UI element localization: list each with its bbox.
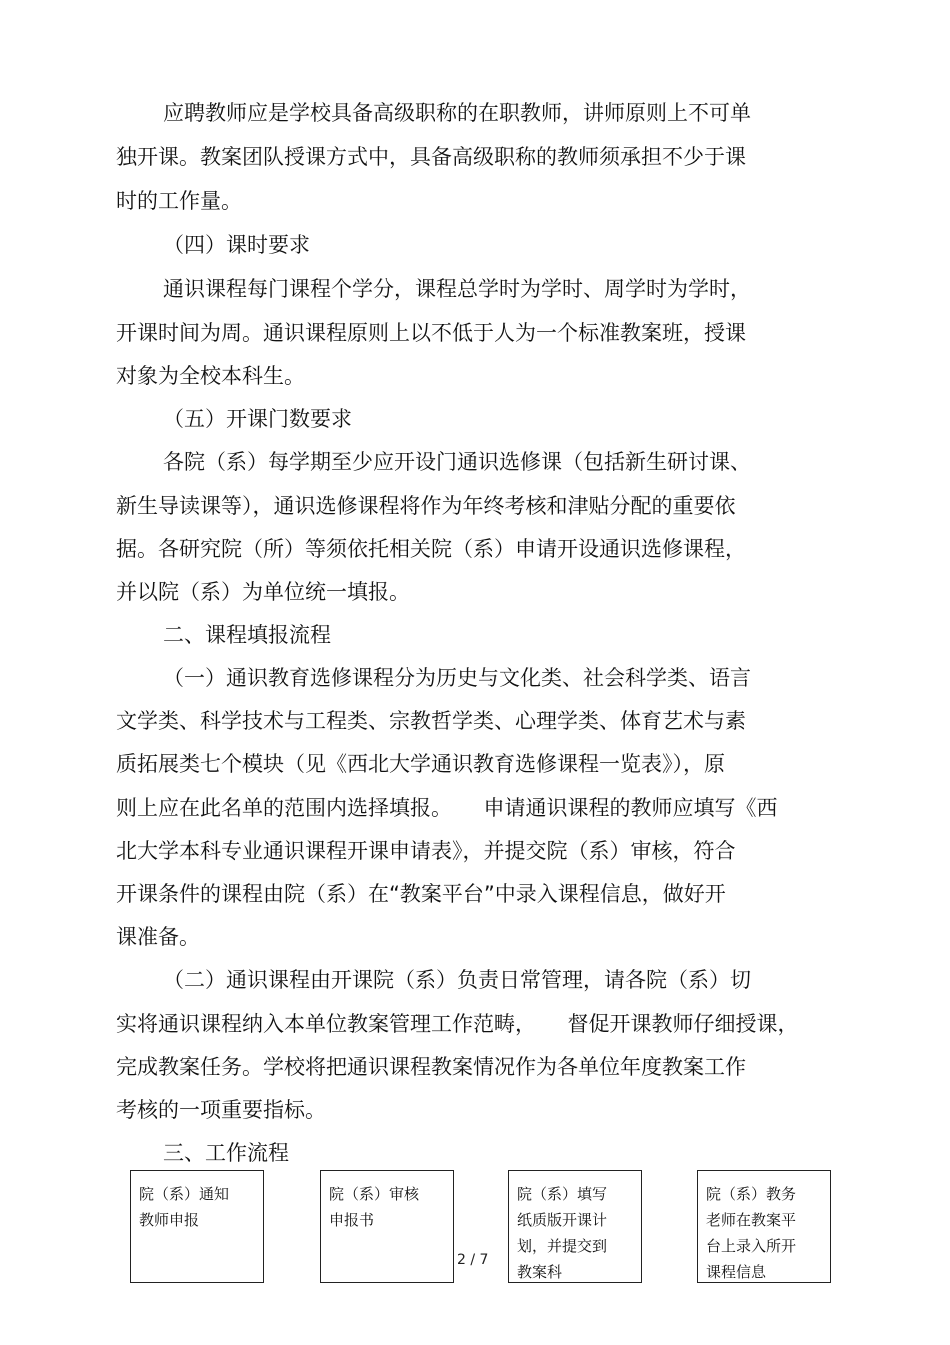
- section-heading: （四）课时要求: [163, 233, 310, 257]
- body-text-line: 应聘教师应是学校具备高级职称的在职教师，讲师原则上不可单: [163, 101, 751, 125]
- body-text-line: 通识课程每门课程个学分，课程总学时为学时、周学时为学时，: [163, 277, 751, 301]
- body-text-line: 开课时间为周。通识课程原则上以不低于人为一个标准教案班，授课: [116, 321, 746, 345]
- flow-box-text: 教师申报: [139, 1211, 200, 1229]
- section-heading: 二、课程填报流程: [163, 623, 331, 647]
- flow-box-text: 教案科: [517, 1263, 563, 1281]
- body-text-line: 完成教案任务。学校将把通识课程教案情况作为各单位年度教案工作: [116, 1055, 746, 1079]
- flow-box-text: 纸质版开课计: [517, 1211, 608, 1229]
- body-text-line: 实将通识课程纳入本单位教案管理工作范畴， 督促开课教师仔细授课，: [116, 1012, 799, 1036]
- flow-box-text: 申报书: [329, 1211, 375, 1229]
- body-text-line: 据。各研究院（所）等须依托相关院（系）申请开设通识选修课程，: [116, 537, 746, 561]
- section-heading: （五）开课门数要求: [163, 407, 352, 431]
- body-text-line: 北大学本科专业通识课程开课申请表》，并提交院（系）审核，符合: [116, 839, 736, 863]
- flow-box-text: 院（系）教务: [706, 1185, 797, 1203]
- page-number: 2 / 7: [457, 1252, 489, 1268]
- body-text-line: 新生导读课等），通识选修课程将作为年终考核和津贴分配的重要依: [116, 494, 736, 518]
- flow-box-text: 院（系）审核: [329, 1185, 420, 1203]
- flow-box-text: 课程信息: [706, 1263, 767, 1281]
- flow-box-enter-info: [697, 1170, 831, 1283]
- body-text-line: 独开课。教案团队授课方式中，具备高级职称的教师须承担不少于课: [116, 145, 746, 169]
- flow-box-review: [320, 1170, 454, 1283]
- body-text-line: 文学类、科学技术与工程类、宗教哲学类、心理学类、体育艺术与素: [116, 709, 746, 733]
- flow-box-fill-plan: [508, 1170, 642, 1283]
- flow-box-text: 院（系）填写: [517, 1185, 608, 1203]
- flow-box-text: 院（系）通知: [139, 1185, 230, 1203]
- flow-box-text: 老师在教案平: [706, 1211, 797, 1229]
- body-text-line: 考核的一项重要指标。: [116, 1098, 326, 1122]
- body-text-line: 课准备。: [116, 925, 200, 949]
- flow-box-text: 划，并提交到: [517, 1237, 608, 1255]
- flow-box-notify: [130, 1170, 264, 1283]
- body-text-line: （一）通识教育选修课程分为历史与文化类、社会科学类、语言: [163, 666, 751, 690]
- body-text-line: 对象为全校本科生。: [116, 364, 305, 388]
- body-text-line: 各院（系）每学期至少应开设门通识选修课（包括新生研讨课、: [163, 450, 751, 474]
- body-text-line: 则上应在此名单的范围内选择填报。 申请通识课程的教师应填写《西: [116, 796, 778, 820]
- body-text-line: 时的工作量。: [116, 189, 242, 213]
- body-text-line: 质拓展类七个模块（见《西北大学通识教育选修课程一览表》），原: [116, 752, 725, 776]
- section-heading: 三、工作流程: [163, 1141, 289, 1165]
- body-text-line: （二）通识课程由开课院（系）负责日常管理，请各院（系）切: [163, 968, 751, 992]
- flow-box-text: 台上录入所开: [706, 1237, 797, 1255]
- body-text-line: 开课条件的课程由院（系）在“教案平台”中录入课程信息，做好开: [116, 882, 726, 906]
- body-text-line: 并以院（系）为单位统一填报。: [116, 580, 410, 604]
